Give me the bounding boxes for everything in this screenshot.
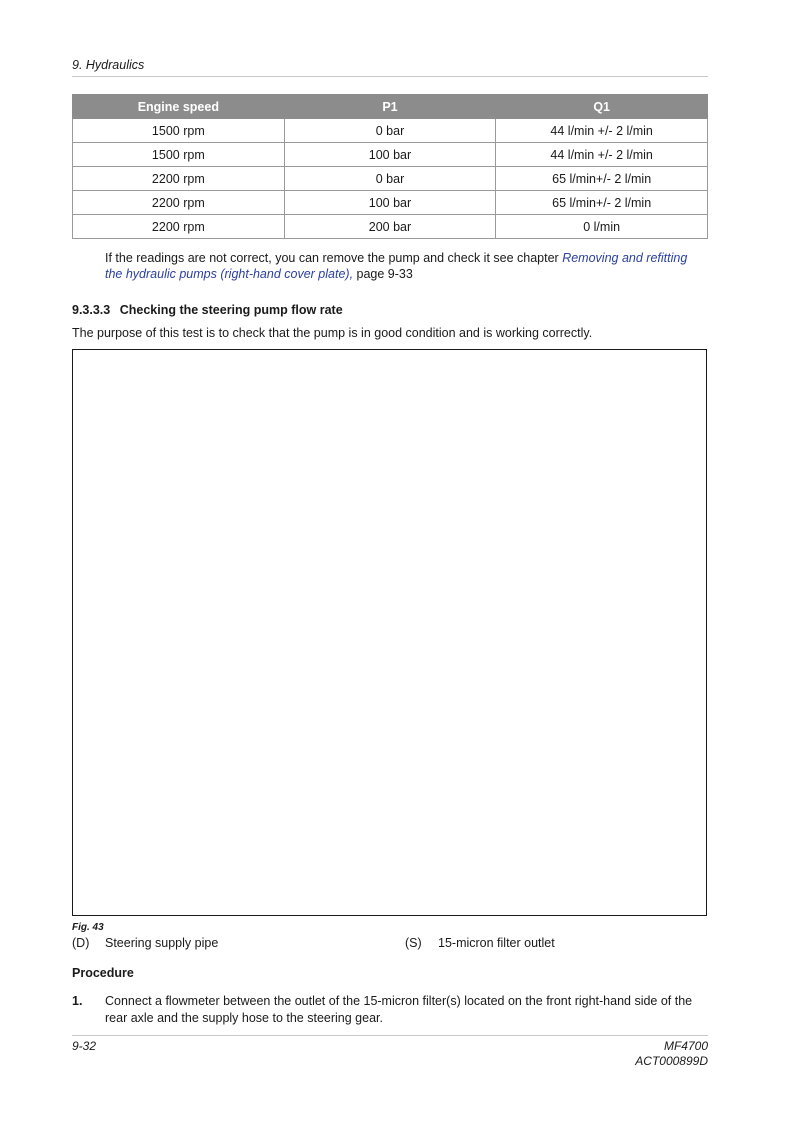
table-row (73, 167, 708, 191)
table-cell: 44 l/min +/- 2 l/min (496, 143, 708, 167)
table-cell: 2200 rpm (73, 191, 285, 215)
table-cell: 65 l/min+/- 2 l/min (496, 167, 708, 191)
table-row (73, 119, 708, 143)
page-number: 9-32 (72, 1039, 97, 1053)
step-number: 1. (72, 994, 83, 1008)
table-cell: 44 l/min +/- 2 l/min (496, 119, 708, 143)
document-code: ACT000899D (635, 1054, 708, 1068)
step-text: Connect a flowmeter between the outlet of the 15-micron filter(s) located on the front right-hand side of the rear axle and the supply hose to the steering gear. (105, 994, 693, 1025)
legend-text: 15-micron filter outlet (438, 936, 555, 950)
table-cell: 100 bar (284, 143, 496, 167)
legend-key: (D) (72, 936, 90, 950)
legend-key: (S) (405, 936, 422, 950)
table-row (73, 215, 708, 239)
table-cell: 1500 rpm (73, 119, 285, 143)
table-cell: 100 bar (284, 191, 496, 215)
legend-item-s (405, 936, 555, 950)
header-divider (72, 76, 708, 77)
table-cell: 1500 rpm (73, 143, 285, 167)
table-cell: 2200 rpm (73, 215, 285, 239)
column-header-q1: Q1 (496, 95, 708, 119)
readings-note (105, 250, 705, 282)
legend-text: Steering supply pipe (105, 936, 219, 950)
table-row (73, 143, 708, 167)
legend-item-d (72, 936, 218, 950)
table-cell: 65 l/min+/- 2 l/min (496, 191, 708, 215)
table-cell: 0 l/min (496, 215, 708, 239)
table-cell: 0 bar (284, 119, 496, 143)
procedure-heading: Procedure (72, 966, 134, 980)
note-text: If the readings are not correct, you can remove the pump and check it see chapter (105, 251, 563, 265)
column-header-p1: P1 (284, 95, 496, 119)
table-row (73, 191, 708, 215)
note-page-ref: page 9-33 (353, 267, 413, 281)
running-header: 9. Hydraulics (72, 58, 145, 72)
table-cell: 2200 rpm (73, 167, 285, 191)
figure-label: Fig. 43 (72, 922, 104, 933)
footer-document-info (635, 1039, 708, 1069)
table-cell: 0 bar (284, 167, 496, 191)
section-purpose: The purpose of this test is to check that the pump is in good condition and is working correctly. (72, 326, 593, 340)
column-header-engine-speed: Engine speed (73, 95, 285, 119)
model-name: MF4700 (663, 1039, 708, 1053)
section-title: Checking the steering pump flow rate (119, 303, 343, 317)
section-number: 9.3.3.3 (72, 303, 111, 317)
figure-frame (72, 349, 707, 916)
table-cell: 200 bar (284, 215, 496, 239)
chapter-reference-link[interactable]: Removing and refitting the hydraulic pumps (right-hand cover plate), (105, 251, 688, 281)
footer-divider (72, 1035, 708, 1036)
table-header-row (73, 95, 708, 119)
flow-rate-table (72, 94, 708, 239)
section-heading (72, 303, 343, 317)
